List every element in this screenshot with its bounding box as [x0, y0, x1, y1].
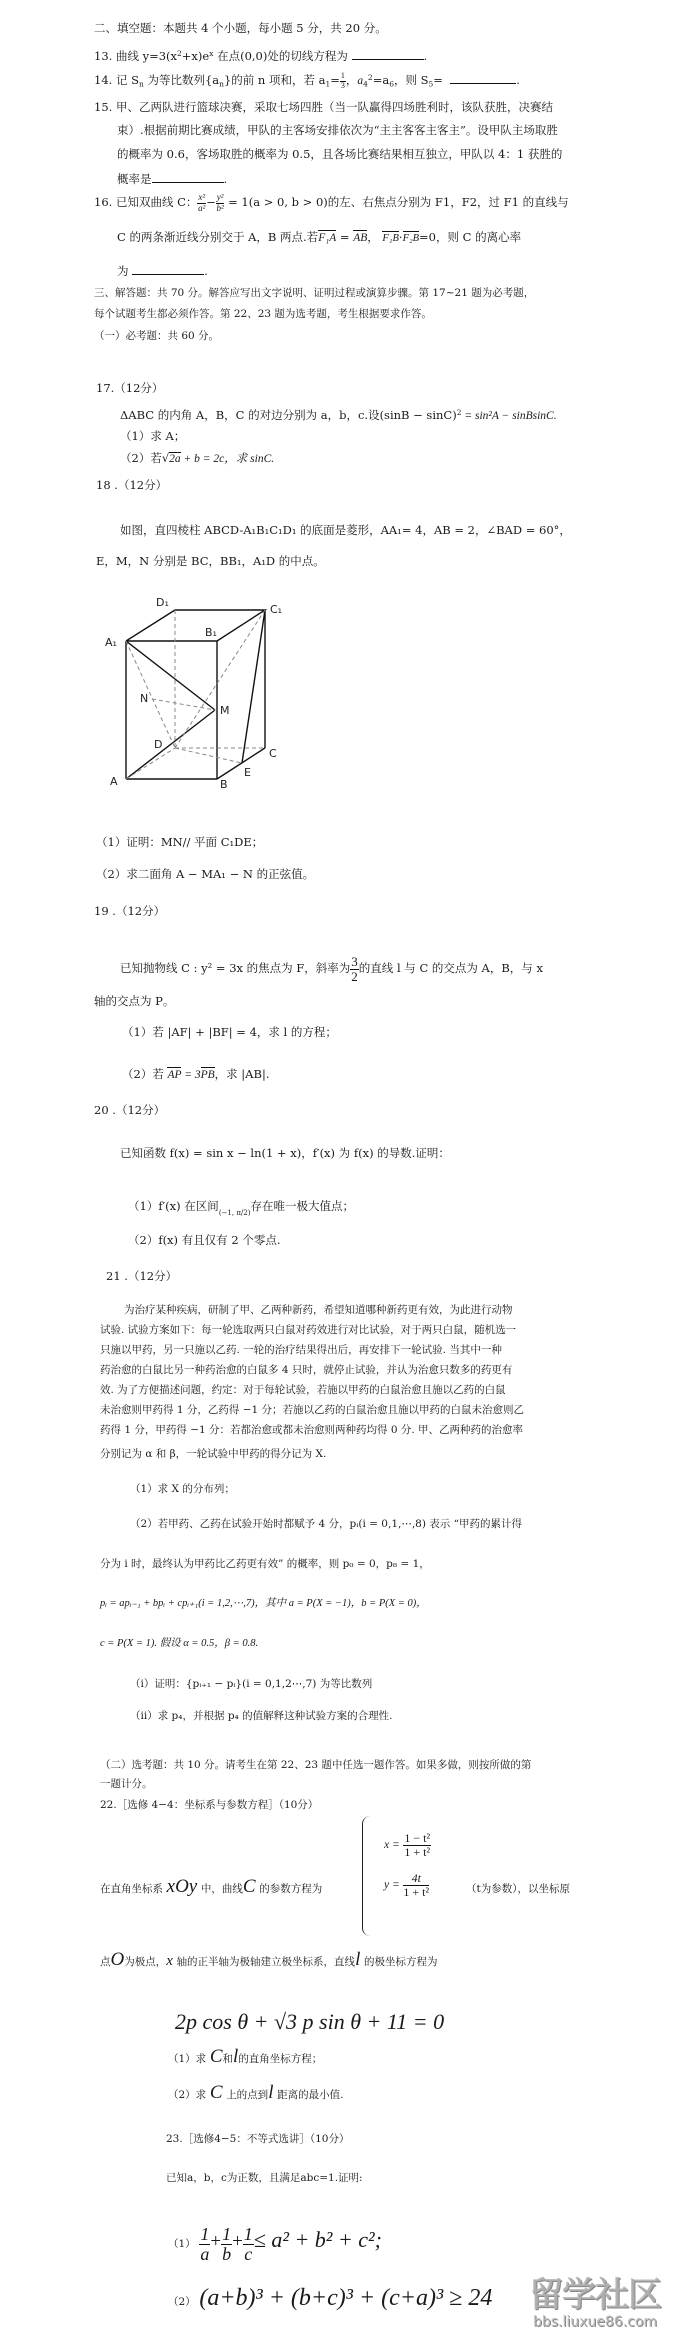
q18-prism-figure: [60, 570, 320, 800]
q15-number: 15.: [94, 100, 113, 114]
q17-part2: （2）若√2a + b = 2c，求 sinC.: [120, 451, 275, 465]
q13-answer-blank[interactable]: [352, 47, 424, 60]
q23-title: 23.［选修4−5：不等式选讲］（10分）: [166, 2133, 350, 2145]
q20-part2: （2）f(x) 有且仅有 2 个零点.: [128, 1233, 281, 1247]
q21-paragraph-line: 药治愈的白鼠比另一种药治愈的白鼠多 4 只时，就停止试验，并认为治愈只数多的药更有: [100, 1364, 513, 1376]
q15-line: 的概率为 0.6，客场取胜的概率为 0.5，且各场比赛结果相互独立，甲队以 4：1 获胜的: [117, 147, 563, 161]
question-14: 14. 记 $S_n$ 为等比数列$\{a_n\}$的前 n 项和，若 $a_1=$ $\frac{1}{3}$ ，$a_4^2=a_6$，则 $S_5=$ .: [94, 71, 520, 90]
q23-part2: （2） (a+b)³ + (b+c)³ + (c+a)³ ≥ 24: [168, 2285, 493, 2311]
q13-number: 13.: [94, 49, 113, 64]
q16-answer-blank[interactable]: [132, 262, 204, 275]
label-C1: C₁: [270, 603, 283, 616]
q20-stem: 已知函数 f(x) = sin x − ln(1 + x)，f′(x) 为 f(x) 的导数.证明：: [120, 1146, 450, 1160]
q21-title: 21 .（12分）: [106, 1269, 178, 1283]
q21-part2-line2: 分为 i 时，最终认为甲药比乙药更有效” 的概率，则 p₀ = 0，p₈ = 1，: [100, 1558, 430, 1570]
elective-header-line1: （二）选考题：共 10 分。请考生在第 22、23 题中任选一题作答。如果多做，则按所做的第: [100, 1759, 532, 1771]
label-B1: B₁: [205, 626, 217, 639]
q21-part1: （1）求 X 的分布列；: [130, 1483, 235, 1495]
q17-title: 17.（12分）: [96, 381, 164, 395]
q21-paragraph-line: 分别记为 α 和 β，一轮试验中甲药的得分记为 X.: [100, 1448, 327, 1460]
q21-part-ii: （ii）求 p₄，并根据 p₄ 的值解释这种试验方案的合理性.: [130, 1710, 393, 1722]
q19-part2: （2）若 AP = 3PB，求 |AB|.: [122, 1067, 270, 1081]
label-B: B: [220, 778, 228, 791]
q22-part1: （1）求 C和l的直角坐标方程；: [168, 2046, 323, 2067]
q17-part1: （1）求 A；: [120, 429, 186, 443]
q16-line3: 为 .: [117, 264, 208, 278]
q18-part2: （2）求二面角 A − MA₁ − N 的正弦值。: [96, 867, 315, 881]
label-D1: D₁: [156, 596, 169, 609]
q18-title: 18 .（12分）: [96, 478, 168, 492]
label-C: C: [269, 747, 277, 760]
label-N: N: [140, 692, 149, 705]
q19-stem-cont: 轴的交点为 P。: [94, 994, 175, 1008]
q15-line: 束）.根据前期比赛成绩，甲队的主客场安排依次为“主主客客主客主”。设甲队主场取胜: [117, 123, 558, 137]
q15-line: 概率是 .: [117, 172, 228, 186]
section3-header-line2: 每个试题考生都必须作答。第 22、23 题为选考题，考生根据要求作答。: [94, 308, 432, 320]
q23-stem: 已知a，b，c为正数，且满足abc=1.证明:: [166, 2172, 363, 2184]
q22-x-equation: x = $\frac{\text{1 − t²}}{\text{1 + t²}}$: [384, 1831, 431, 1859]
section3-header-line1: 三、解答题：共 70 分。解答应写出文字说明、证明过程或演算步骤。第 17~21 题为必考题，: [94, 287, 535, 299]
q21-paragraph-line: 试验. 试验方案如下：每一轮选取两只白鼠对药效进行对比试验，对于两只白鼠，随机选一: [100, 1324, 517, 1336]
q14-number: 14.: [94, 73, 113, 88]
section2-header: 二、填空题：本题共 4 个小题，每小题 5 分，共 20 分。: [94, 21, 387, 35]
q14-text: 记 $S_n$ 为等比数列$\{a_n\}$的前 n 项和，若 $a_1=$ $\frac{1}{3}$ ，$a_4^2=a_6$，则 $S_5=$: [115, 71, 443, 90]
q20-part1: （1）f′(x) 在区间$_{(-1, \pi/2)}$存在唯一极大值点；: [128, 1199, 354, 1217]
q21-part2-line4: c = P(X = 1). 假设 α = 0.5，β = 0.8.: [100, 1638, 259, 1649]
q16-number: 16.: [94, 195, 113, 209]
label-E: E: [244, 766, 251, 779]
q22-title: 22.［选修 4−4：坐标系与参数方程］（10分）: [100, 1799, 319, 1811]
q20-interval: (−1, π/2): [218, 1209, 251, 1217]
label-D: D: [154, 738, 163, 751]
q16-line2: C 的两条渐近线分别交于 A，B 两点.若F₁A = AB， F₁B·F₂B=0，则 C 的离心率: [117, 230, 522, 244]
q19-title: 19 .（12分）: [94, 904, 166, 918]
q22-y-equation: y = $\frac{4t}{\text{1 + t²}}$: [384, 1871, 430, 1899]
q21-paragraph-line: 为治疗某种疾病，研制了甲、乙两种新药，希望知道哪种新药更有效，为此进行动物: [124, 1304, 513, 1316]
q17-stem: ΔABC 的内角 A，B，C 的对边分别为 a，b，c.设$(\sin B - \sin C)^2 = \sin^2A$ − sinBsinC.: [120, 408, 557, 423]
q21-paragraph-line: 效. 为了方便描述问题，约定：对于每轮试验，若施以甲药的白鼠治愈且施以乙药的白鼠: [100, 1384, 506, 1396]
q14-answer-blank[interactable]: [450, 71, 516, 84]
q16-text: 已知双曲线 C：: [115, 195, 198, 209]
q18-part1: （1）证明：MN// 平面 C₁DE；: [96, 835, 264, 849]
label-A: A: [110, 775, 118, 788]
site-watermark-logo: 留学社区 bbs.liuxue86.com: [529, 2275, 661, 2330]
q22-brace-icon: [362, 1816, 371, 1936]
q15-answer-blank[interactable]: [152, 170, 224, 183]
question-13: 13. 曲线 $y=3(x^2+x)e^x$ 在点(0,0)处的切线方程为 .: [94, 49, 428, 64]
q15-line: 甲、乙两队进行篮球决赛，采取七场四胜（当一队赢得四场胜利时，该队获胜，决赛结: [115, 100, 553, 114]
q23-part1: （1） $\frac{1}{a}$ + $\frac{1}{b}$ + $\frac{1}{c}$ ≤ a² + b² + c²;: [168, 2223, 382, 2264]
elective-header-line2: 一题计分。: [100, 1778, 153, 1790]
q22-polar-equation: 2p cos θ + √3 p sin θ + 11 = 0: [175, 2009, 445, 2034]
q18-stem-line2: E，M，N 分别是 BC，BB₁，A₁D 的中点。: [96, 554, 325, 568]
q13-text: 曲线 $y=3(x^2+x)e^x$ 在点(0,0)处的切线方程为: [115, 49, 348, 64]
q20-title: 20 .（12分）: [94, 1103, 166, 1117]
q21-part-i: （i）证明：{pᵢ₊₁ − pᵢ}(i = 0,1,2⋯,7) 为等比数列: [130, 1678, 373, 1690]
q21-part2-line1: （2）若甲药、乙药在试验开始时都赋予 4 分，pᵢ(i = 0,1,⋯,8) 表示 “甲药的累计得: [130, 1518, 522, 1530]
q22-part2: （2）求 C 上的点到l 距离的最小值.: [168, 2082, 344, 2103]
q21-paragraph-line: 药得 1 分，甲药得 −1 分：若都治愈或都未治愈则两种药均得 0 分. 甲、乙两种药的治愈率: [100, 1424, 524, 1436]
section3-subheader: （一）必考题：共 60 分。: [94, 330, 220, 342]
q21-part2-line3: pᵢ = apᵢ₋₁ + bpᵢ + cpᵢ₊₁(i = 1,2,⋯,7)，其中 a = P(X = −1)，b = P(X = 0)，: [100, 1598, 427, 1609]
q22-param-note: （t为参数），以坐标原: [466, 1883, 570, 1895]
q22-stem-cont: 点O为极点，x 轴的正半轴为极轴建立极坐标系，直线l 的极坐标方程为: [100, 1949, 438, 1970]
q21-paragraph-line: 未治愈则甲药得 1 分，乙药得 −1 分；若施以乙药的白鼠治愈且施以甲药的白鼠未治愈则乙: [100, 1404, 525, 1416]
q19-stem: 已知抛物线 C : y² = 3x 的焦点为 F，斜率为 $\frac{3}{2}$ 的直线 l 与 C 的交点为 A，B，与 x: [120, 953, 543, 984]
q22-stem: 在直角坐标系 xOy 中，曲线C 的参数方程为: [100, 1876, 323, 1897]
q18-stem-line1: 如图，直四棱柱 ABCD-A₁B₁C₁D₁ 的底面是菱形，AA₁= 4，AB = 2，∠BAD = 60°，: [120, 523, 571, 537]
q19-part1: （1）若 |AF| + |BF| = 4，求 l 的方程；: [122, 1025, 337, 1039]
label-M: M: [220, 704, 230, 717]
q21-paragraph-line: 只施以甲药，另一只施以乙药. 一轮的治疗结果得出后，再安排下一轮试验. 当其中一种: [100, 1344, 502, 1356]
label-A1: A₁: [105, 636, 117, 649]
